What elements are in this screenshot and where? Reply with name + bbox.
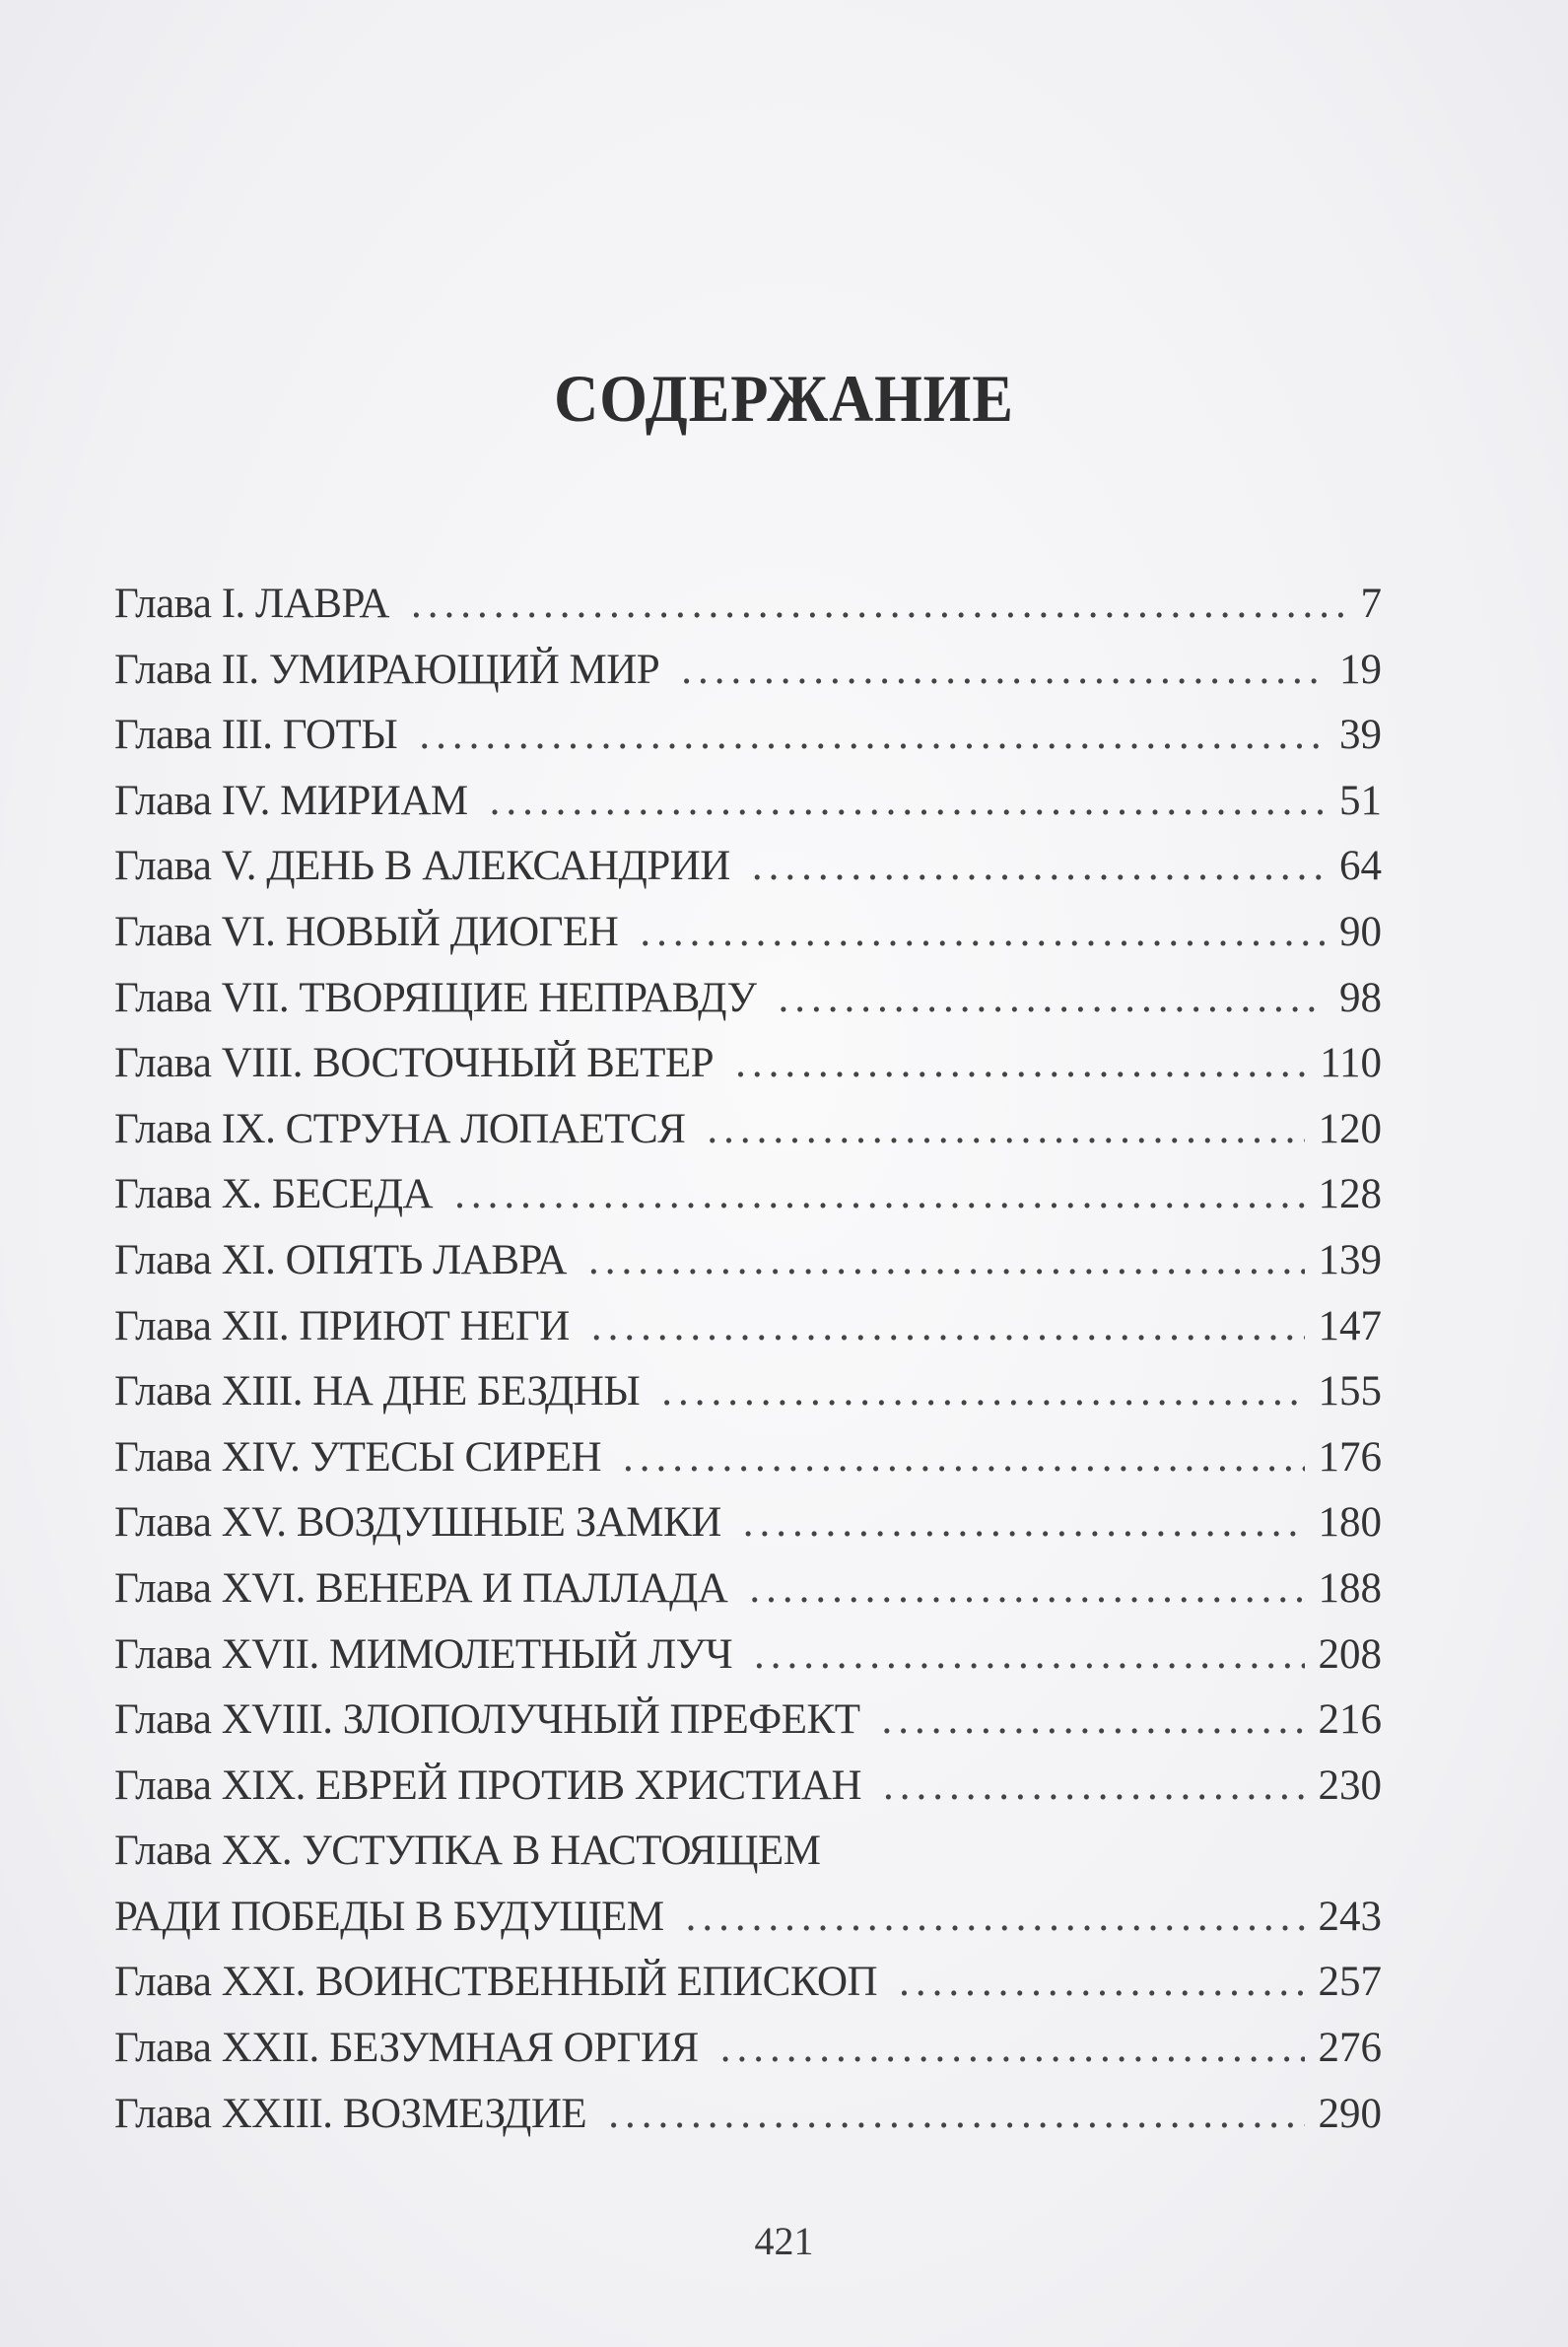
toc-entry: [114, 1367, 1382, 1433]
toc-entry: [114, 1302, 1382, 1368]
table-of-contents: [114, 580, 1382, 2155]
entry-label: Глава XIV. УТЕСЫ СИРЕН: [114, 1433, 601, 1481]
toc-entry: [114, 646, 1382, 712]
entry-label: Глава XVII. МИМОЛЕТНЫЙ ЛУЧ: [114, 1630, 733, 1678]
entry-page: 128: [1318, 1171, 1382, 1218]
toc-entry: [114, 777, 1382, 843]
entry-page: 216: [1318, 1696, 1382, 1744]
leader-dots: [419, 711, 1326, 759]
entry-label: Глава XIX. ЕВРЕЙ ПРОТИВ ХРИСТИАН: [114, 1761, 862, 1809]
toc-entry: [114, 580, 1382, 646]
leader-dots: [591, 1302, 1305, 1350]
toc-entry: [114, 2024, 1382, 2090]
entry-label: Глава XVIII. ЗЛОПОЛУЧНЫЙ ПРЕФЕКТ: [114, 1696, 860, 1744]
entry-label: РАДИ ПОБЕДЫ В БУДУЩЕМ: [114, 1893, 664, 1940]
toc-entry: [114, 1564, 1382, 1630]
entry-label: Глава XXI. ВОИНСТВЕННЫЙ ЕПИСКОП: [114, 1959, 878, 2006]
leader-dots: [881, 1695, 1304, 1744]
entry-page: 19: [1339, 646, 1382, 693]
leader-dots: [743, 1498, 1305, 1547]
entry-label: Глава XII. ПРИЮТ НЕГИ: [114, 1302, 570, 1349]
leader-dots: [490, 777, 1326, 825]
leader-dots: [588, 1236, 1305, 1284]
entry-label: Глава XVI. ВЕНЕРА И ПАЛЛАДА: [114, 1564, 728, 1612]
toc-entry: [114, 1827, 1382, 1893]
leader-dots: [754, 1630, 1304, 1679]
leader-dots: [661, 1367, 1304, 1415]
entry-page: 155: [1318, 1368, 1382, 1415]
entry-page: 90: [1339, 908, 1382, 955]
leader-dots: [454, 1170, 1304, 1218]
entry-page: 7: [1360, 581, 1382, 627]
leader-dots: [883, 1761, 1304, 1810]
entry-label: Глава I. ЛАВРА: [114, 581, 389, 627]
entry-page: 110: [1320, 1040, 1382, 1087]
toc-entry: [114, 908, 1382, 974]
leader-dots: [411, 580, 1347, 628]
entry-label: Глава XXIII. ВОЗМЕЗДИЕ: [114, 2090, 587, 2137]
leader-dots: [899, 1958, 1304, 2006]
entry-page: 176: [1318, 1433, 1382, 1481]
toc-entry: [114, 1105, 1382, 1171]
entry-label: Глава IV. МИРИАМ: [114, 777, 468, 824]
leader-dots: [686, 1893, 1305, 1941]
entry-page: 188: [1318, 1564, 1382, 1612]
entry-label: Глава IX. СТРУНА ЛОПАЕТСЯ: [114, 1105, 686, 1152]
toc-entry: [114, 1498, 1382, 1564]
entry-label: Глава VII. ТВОРЯЩИЕ НЕПРАВДУ: [114, 974, 757, 1021]
toc-entry: [114, 1039, 1382, 1105]
toc-entry: [114, 842, 1382, 908]
leader-dots: [752, 842, 1326, 890]
entry-page: 147: [1318, 1302, 1382, 1349]
entry-page: 290: [1318, 2090, 1382, 2137]
entry-label: Глава VI. НОВЫЙ ДИОГЕН: [114, 908, 619, 955]
toc-entry: [114, 711, 1382, 777]
entry-page: 51: [1339, 777, 1382, 824]
entry-page: 243: [1318, 1893, 1382, 1940]
leader-dots: [640, 908, 1326, 956]
entry-page: 276: [1318, 2025, 1382, 2072]
entry-page: 230: [1318, 1761, 1382, 1809]
entry-page: 139: [1318, 1236, 1382, 1283]
entry-label: Глава II. УМИРАЮЩИЙ МИР: [114, 646, 660, 693]
entry-label: Глава XI. ОПЯТЬ ЛАВРА: [114, 1236, 567, 1283]
toc-entry: [114, 974, 1382, 1040]
page-number: 421: [754, 2219, 814, 2263]
entry-label: Глава XX. УСТУПКА В НАСТОЯЩЕМ: [114, 1828, 821, 1875]
toc-entry: [114, 1761, 1382, 1828]
toc-entry: [114, 1695, 1382, 1761]
leader-dots: [720, 2024, 1305, 2072]
leader-dots: [681, 646, 1326, 694]
entry-page: 98: [1339, 974, 1382, 1021]
entry-page: 257: [1318, 1959, 1382, 2006]
entry-page: 64: [1339, 843, 1382, 890]
page-title: СОДЕРЖАНИЕ: [554, 361, 1014, 436]
leader-dots: [749, 1564, 1304, 1613]
leader-dots: [735, 1039, 1306, 1087]
entry-label: Глава V. ДЕНЬ В АЛЕКСАНДРИИ: [114, 843, 730, 890]
entry-label: Глава XV. ВОЗДУШНЫЕ ЗАМКИ: [114, 1499, 721, 1547]
toc-entry: [114, 1893, 1382, 1959]
toc-entry: [114, 1958, 1382, 2024]
entry-label: Глава X. БЕСЕДА: [114, 1171, 434, 1218]
toc-entry: [114, 1170, 1382, 1236]
leader-dots: [778, 974, 1326, 1022]
entry-page: 208: [1318, 1630, 1382, 1678]
entry-label: Глава XXII. БЕЗУМНАЯ ОРГИЯ: [114, 2025, 699, 2072]
leader-dots: [707, 1105, 1304, 1153]
toc-entry: [114, 1236, 1382, 1302]
entry-page: 39: [1339, 712, 1382, 759]
toc-entry: [114, 2090, 1382, 2156]
entry-label: Глава VIII. ВОСТОЧНЫЙ ВЕТЕР: [114, 1040, 715, 1087]
leader-dots: [608, 2090, 1304, 2138]
leader-dots: [623, 1433, 1305, 1482]
entry-label: Глава III. ГОТЫ: [114, 712, 398, 759]
toc-entry: [114, 1630, 1382, 1696]
entry-label: Глава XIII. НА ДНЕ БЕЗДНЫ: [114, 1368, 641, 1415]
entry-page: 120: [1318, 1105, 1382, 1152]
toc-entry: [114, 1433, 1382, 1499]
entry-page: 180: [1318, 1499, 1382, 1547]
